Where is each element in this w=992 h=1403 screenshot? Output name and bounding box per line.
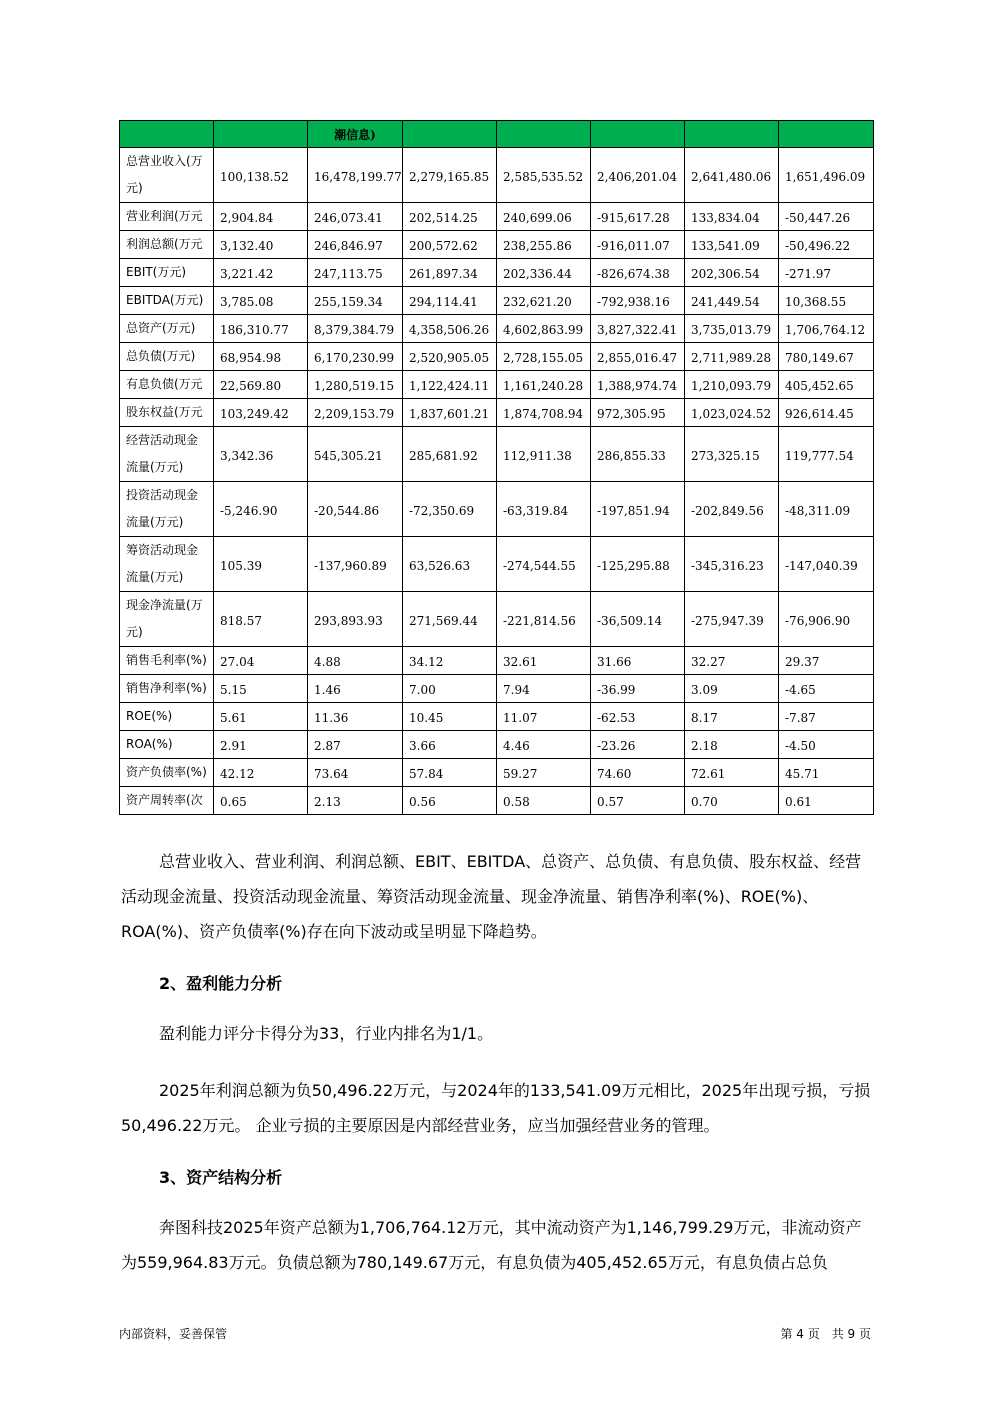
- value-cell: 1,280,519.15: [308, 371, 403, 399]
- value-cell: -62.53: [591, 703, 685, 731]
- value-cell: 2,728,155.05: [497, 343, 591, 371]
- value-cell: 3,827,322.41: [591, 315, 685, 343]
- header-cell: [403, 121, 497, 148]
- value-cell: 2,711,989.28: [685, 343, 779, 371]
- table-row: [120, 675, 874, 703]
- table-row: [120, 399, 874, 427]
- row-label: EBIT(万元): [120, 259, 214, 287]
- value-cell: 57.84: [403, 759, 497, 787]
- value-cell: -7.87: [779, 703, 874, 731]
- value-cell: 74.60: [591, 759, 685, 787]
- value-cell: 293,893.93: [308, 592, 403, 647]
- value-cell: 3,132.40: [214, 231, 308, 259]
- header-cell: [497, 121, 591, 148]
- value-cell: 29.37: [779, 647, 874, 675]
- row-label: 利润总额(万元: [120, 231, 214, 259]
- value-cell: 545,305.21: [308, 427, 403, 482]
- value-cell: 232,621.20: [497, 287, 591, 315]
- value-cell: 0.57: [591, 787, 685, 815]
- value-cell: -197,851.94: [591, 482, 685, 537]
- value-cell: 780,149.67: [779, 343, 874, 371]
- value-cell: 59.27: [497, 759, 591, 787]
- value-cell: 246,846.97: [308, 231, 403, 259]
- header-cell: [591, 121, 685, 148]
- value-cell: 63,526.63: [403, 537, 497, 592]
- value-cell: -48,311.09: [779, 482, 874, 537]
- value-cell: 1,122,424.11: [403, 371, 497, 399]
- value-cell: 45.71: [779, 759, 874, 787]
- value-cell: 2,904.84: [214, 203, 308, 231]
- value-cell: -50,447.26: [779, 203, 874, 231]
- table-row: [120, 731, 874, 759]
- value-cell: 1,706,764.12: [779, 315, 874, 343]
- value-cell: -125,295.88: [591, 537, 685, 592]
- table-row: [120, 315, 874, 343]
- value-cell: 246,073.41: [308, 203, 403, 231]
- value-cell: 4.88: [308, 647, 403, 675]
- trend-paragraph: 总营业收入、营业利润、利润总额、EBIT、EBITDA、总资产、总负债、有息负债、股东权益、经营活动现金流量、投资活动现金流量、筹资活动现金流量、现金净流量、销售净利率(%)、ROE(%)、ROA(%)、资产负债率(%)存在向下波动或呈明显下降趋势。: [121, 852, 862, 941]
- value-cell: -36,509.14: [591, 592, 685, 647]
- value-cell: 5.61: [214, 703, 308, 731]
- value-cell: -345,316.23: [685, 537, 779, 592]
- row-label: 经营活动现金流量(万元): [120, 427, 214, 482]
- value-cell: 1,651,496.09: [779, 148, 874, 203]
- value-cell: -915,617.28: [591, 203, 685, 231]
- row-label: EBITDA(万元): [120, 287, 214, 315]
- row-label: 总营业收入(万元): [120, 148, 214, 203]
- value-cell: 8,379,384.79: [308, 315, 403, 343]
- table-row: [120, 537, 874, 592]
- value-cell: -271.97: [779, 259, 874, 287]
- header-cell: [779, 121, 874, 148]
- row-label: 现金净流量(万元): [120, 592, 214, 647]
- value-cell: 1,837,601.21: [403, 399, 497, 427]
- row-label: 投资活动现金流量(万元): [120, 482, 214, 537]
- value-cell: 273,325.15: [685, 427, 779, 482]
- value-cell: 3,342.36: [214, 427, 308, 482]
- value-cell: 16,478,199.77: [308, 148, 403, 203]
- value-cell: 2.91: [214, 731, 308, 759]
- value-cell: 22,569.80: [214, 371, 308, 399]
- value-cell: 1,161,240.28: [497, 371, 591, 399]
- value-cell: 261,897.34: [403, 259, 497, 287]
- value-cell: 200,572.62: [403, 231, 497, 259]
- value-cell: -76,906.90: [779, 592, 874, 647]
- value-cell: 3,735,013.79: [685, 315, 779, 343]
- profit-paragraph: 2025年利润总额为负50,496.22万元，与2024年的133,541.09万元相比，2025年出现亏损，亏损50,496.22万元。 企业亏损的主要原因是内部经营业务，应当加强经营业务的管理。: [121, 1081, 871, 1135]
- value-cell: 32.27: [685, 647, 779, 675]
- value-cell: 2.87: [308, 731, 403, 759]
- value-cell: 1,023,024.52: [685, 399, 779, 427]
- row-label: 筹资活动现金流量(万元): [120, 537, 214, 592]
- assets-paragraph: 奔图科技2025年资产总额为1,706,764.12万元，其中流动资产为1,146,799.29万元，非流动资产为559,964.83万元。负债总额为780,149.67万元，有息负债为405,452.65万元，有息负债占总负: [121, 1218, 862, 1272]
- value-cell: -826,674.38: [591, 259, 685, 287]
- value-cell: -50,496.22: [779, 231, 874, 259]
- value-cell: 3.09: [685, 675, 779, 703]
- value-cell: 2,406,201.04: [591, 148, 685, 203]
- row-label: 有息负债(万元: [120, 371, 214, 399]
- row-label: 销售净利率(%): [120, 675, 214, 703]
- value-cell: -63,319.84: [497, 482, 591, 537]
- value-cell: 240,699.06: [497, 203, 591, 231]
- value-cell: -4.65: [779, 675, 874, 703]
- value-cell: 405,452.65: [779, 371, 874, 399]
- value-cell: -916,011.07: [591, 231, 685, 259]
- value-cell: -72,350.69: [403, 482, 497, 537]
- value-cell: 818.57: [214, 592, 308, 647]
- table-row: [120, 647, 874, 675]
- footer-page-number: 第 4 页 共 9 页: [780, 1327, 871, 1341]
- value-cell: -4.50: [779, 731, 874, 759]
- value-cell: 0.58: [497, 787, 591, 815]
- table-row: [120, 482, 874, 537]
- header-cell: [685, 121, 779, 148]
- header-cell: [214, 121, 308, 148]
- value-cell: 1,210,093.79: [685, 371, 779, 399]
- value-cell: -274,544.55: [497, 537, 591, 592]
- value-cell: 7.94: [497, 675, 591, 703]
- value-cell: 202,514.25: [403, 203, 497, 231]
- value-cell: 4.46: [497, 731, 591, 759]
- table-row: [120, 259, 874, 287]
- value-cell: -137,960.89: [308, 537, 403, 592]
- table-row: [120, 231, 874, 259]
- value-cell: 1,874,708.94: [497, 399, 591, 427]
- row-label: 资产负债率(%): [120, 759, 214, 787]
- value-cell: 10.45: [403, 703, 497, 731]
- table-row: [120, 427, 874, 482]
- row-label: 营业利润(万元: [120, 203, 214, 231]
- table-row: [120, 592, 874, 647]
- score-paragraph: 盈利能力评分卡得分为33，行业内排名为1/1。: [159, 1024, 494, 1043]
- value-cell: 68,954.98: [214, 343, 308, 371]
- table-row: [120, 287, 874, 315]
- value-cell: 11.07: [497, 703, 591, 731]
- row-label: ROE(%): [120, 703, 214, 731]
- value-cell: 72.61: [685, 759, 779, 787]
- table-row: [120, 203, 874, 231]
- table-row: [120, 343, 874, 371]
- value-cell: -221,814.56: [497, 592, 591, 647]
- value-cell: 271,569.44: [403, 592, 497, 647]
- value-cell: -275,947.39: [685, 592, 779, 647]
- value-cell: 103,249.42: [214, 399, 308, 427]
- value-cell: 286,855.33: [591, 427, 685, 482]
- value-cell: 186,310.77: [214, 315, 308, 343]
- value-cell: 0.61: [779, 787, 874, 815]
- value-cell: 2,209,153.79: [308, 399, 403, 427]
- table-header-row: [120, 121, 874, 148]
- value-cell: 4,358,506.26: [403, 315, 497, 343]
- table-row: [120, 759, 874, 787]
- value-cell: 0.56: [403, 787, 497, 815]
- value-cell: 2.13: [308, 787, 403, 815]
- value-cell: 285,681.92: [403, 427, 497, 482]
- value-cell: 202,336.44: [497, 259, 591, 287]
- section-heading-profit: 2、盈利能力分析: [159, 974, 283, 993]
- value-cell: 34.12: [403, 647, 497, 675]
- table-row: [120, 371, 874, 399]
- footer-confidential: 内部资料，妥善保管: [119, 1327, 228, 1341]
- value-cell: 2,641,480.06: [685, 148, 779, 203]
- row-label: 总负债(万元): [120, 343, 214, 371]
- value-cell: 6,170,230.99: [308, 343, 403, 371]
- value-cell: 11.36: [308, 703, 403, 731]
- value-cell: 294,114.41: [403, 287, 497, 315]
- financial-table: [119, 120, 874, 815]
- value-cell: 27.04: [214, 647, 308, 675]
- value-cell: 31.66: [591, 647, 685, 675]
- value-cell: 3.66: [403, 731, 497, 759]
- value-cell: 100,138.52: [214, 148, 308, 203]
- header-cell: [120, 121, 214, 148]
- value-cell: 4,602,863.99: [497, 315, 591, 343]
- value-cell: 972,305.95: [591, 399, 685, 427]
- table-row: [120, 703, 874, 731]
- value-cell: -23.26: [591, 731, 685, 759]
- row-label: ROA(%): [120, 731, 214, 759]
- value-cell: 112,911.38: [497, 427, 591, 482]
- value-cell: 247,113.75: [308, 259, 403, 287]
- value-cell: 8.17: [685, 703, 779, 731]
- value-cell: 133,834.04: [685, 203, 779, 231]
- value-cell: 202,306.54: [685, 259, 779, 287]
- value-cell: 105.39: [214, 537, 308, 592]
- value-cell: -202,849.56: [685, 482, 779, 537]
- row-label: 资产周转率(次: [120, 787, 214, 815]
- value-cell: 2,279,165.85: [403, 148, 497, 203]
- value-cell: 73.64: [308, 759, 403, 787]
- value-cell: 238,255.86: [497, 231, 591, 259]
- section-heading-assets: 3、资产结构分析: [159, 1168, 283, 1187]
- value-cell: 2.18: [685, 731, 779, 759]
- value-cell: 0.70: [685, 787, 779, 815]
- value-cell: 3,785.08: [214, 287, 308, 315]
- row-label: 股东权益(万元: [120, 399, 214, 427]
- value-cell: -20,544.86: [308, 482, 403, 537]
- value-cell: 32.61: [497, 647, 591, 675]
- value-cell: 255,159.34: [308, 287, 403, 315]
- value-cell: 42.12: [214, 759, 308, 787]
- value-cell: 133,541.09: [685, 231, 779, 259]
- header-cell: 潮信息): [308, 121, 403, 148]
- value-cell: 1,388,974.74: [591, 371, 685, 399]
- value-cell: 2,520,905.05: [403, 343, 497, 371]
- value-cell: 2,855,016.47: [591, 343, 685, 371]
- value-cell: -792,938.16: [591, 287, 685, 315]
- value-cell: 7.00: [403, 675, 497, 703]
- value-cell: 119,777.54: [779, 427, 874, 482]
- value-cell: -147,040.39: [779, 537, 874, 592]
- value-cell: 0.65: [214, 787, 308, 815]
- table-row: [120, 148, 874, 203]
- value-cell: 926,614.45: [779, 399, 874, 427]
- table-row: [120, 787, 874, 815]
- value-cell: 2,585,535.52: [497, 148, 591, 203]
- value-cell: -36.99: [591, 675, 685, 703]
- row-label: 总资产(万元): [120, 315, 214, 343]
- value-cell: 3,221.42: [214, 259, 308, 287]
- value-cell: 1.46: [308, 675, 403, 703]
- row-label: 销售毛利率(%): [120, 647, 214, 675]
- value-cell: 10,368.55: [779, 287, 874, 315]
- value-cell: 5.15: [214, 675, 308, 703]
- value-cell: 241,449.54: [685, 287, 779, 315]
- value-cell: -5,246.90: [214, 482, 308, 537]
